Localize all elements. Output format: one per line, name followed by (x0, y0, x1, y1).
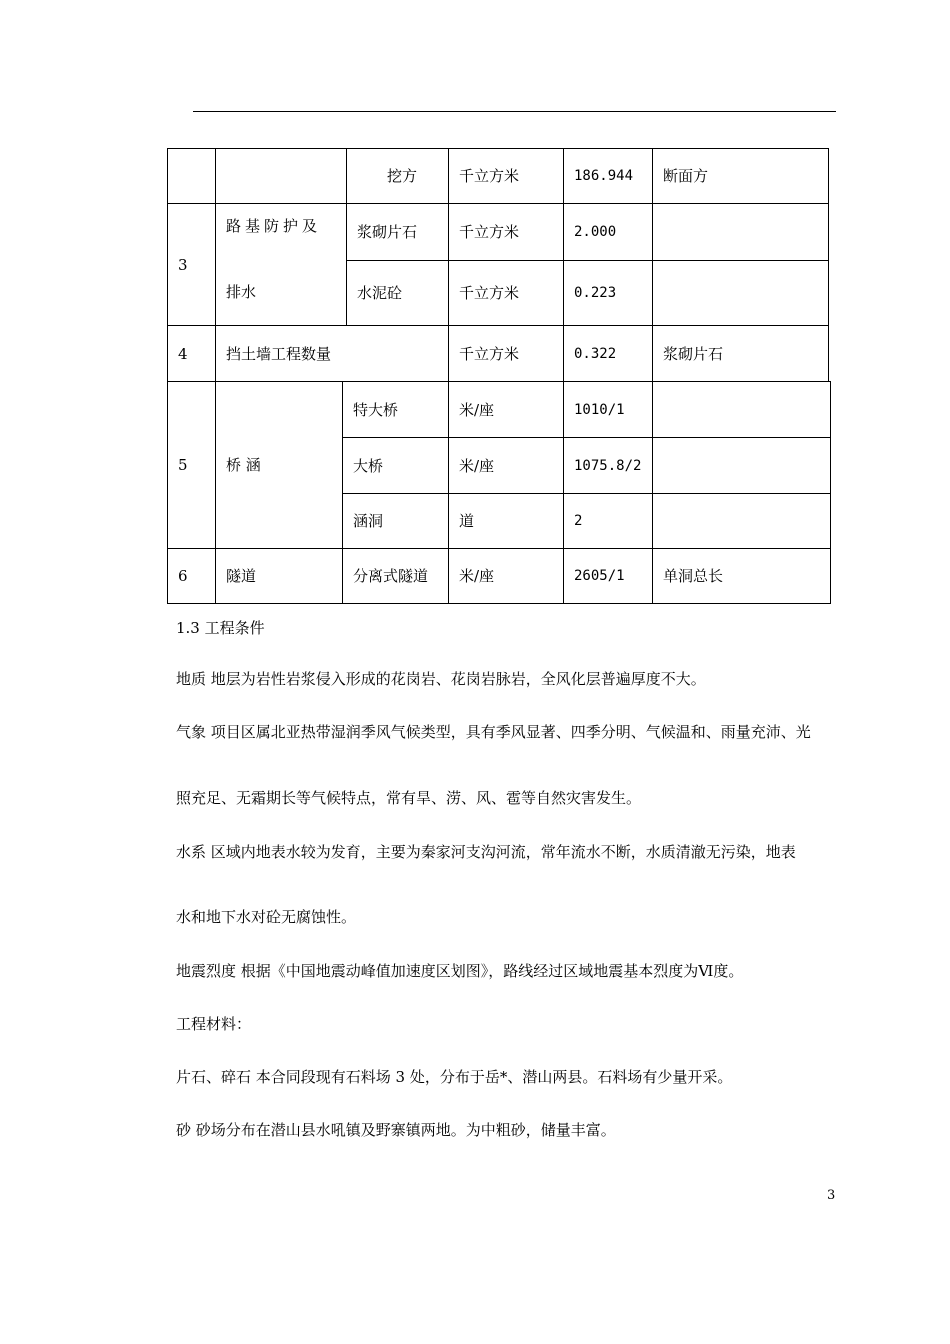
table-cell: 186.944 (563, 148, 653, 204)
table-cell: 1010/1 (563, 381, 653, 438)
seismic-paragraph: 地震烈度 根据《中国地震动峰值加速度区划图》，路线经过区域地震基本烈度为Ⅵ度。 (176, 962, 744, 980)
table-cell: 千立方米 (448, 325, 564, 382)
table-cell: 4 (167, 325, 216, 382)
table-cell (215, 148, 347, 204)
table-cell: 2 (563, 493, 653, 549)
table-cell: 挡土墙工程数量 (215, 325, 449, 382)
table-cell: 5 (167, 381, 216, 549)
table-cell: 米/座 (448, 548, 564, 604)
table-cell: 2.000 (563, 203, 653, 261)
table-cell: 涵洞 (342, 493, 449, 549)
table-cell: 桥 涵 (215, 381, 343, 549)
table-cell: 分离式隧道 (342, 548, 449, 604)
climate-paragraph-line1: 气象 项目区属北亚热带湿润季风气候类型，具有季风显著、四季分明、气候温和、雨量充沛、光 (176, 723, 811, 741)
table-cell: 浆砌片石 (652, 325, 829, 382)
table-cell (652, 260, 829, 326)
sand-paragraph: 砂 砂场分布在潜山县水吼镇及野寨镇两地。为中粗砂，储量丰富。 (176, 1121, 616, 1139)
table-cell: 路基防护及 排水 (215, 203, 347, 326)
table-cell: 大桥 (342, 437, 449, 494)
table-cell: 2605/1 (563, 548, 653, 604)
table-cell: 米/座 (448, 381, 564, 438)
table-cell: 千立方米 (448, 203, 564, 261)
table-cell (652, 203, 829, 261)
geology-paragraph: 地质 地层为岩性岩浆侵入形成的花岗岩、花岗岩脉岩，全风化层普遍厚度不大。 (176, 670, 706, 688)
table-cell: 水泥砼 (346, 260, 449, 326)
table-cell: 隧道 (215, 548, 343, 604)
table-cell: 3 (167, 203, 216, 326)
table-cell: 0.322 (563, 325, 653, 382)
table-cell: 6 (167, 548, 216, 604)
water-paragraph-line2: 水和地下水对砼无腐蚀性。 (176, 908, 357, 926)
table-cell (167, 148, 216, 204)
materials-heading: 工程材料： (176, 1015, 252, 1033)
table-cell (652, 381, 831, 438)
table-cell (652, 493, 831, 549)
table-cell: 1075.8/2 (563, 437, 653, 494)
table-cell (346, 148, 449, 204)
page-number: 3 (827, 1188, 836, 1203)
table-cell: 特大桥 (342, 381, 449, 438)
item-excavation: 挖方 (387, 167, 418, 185)
header-rule (193, 111, 836, 112)
table-cell (652, 437, 831, 494)
table-cell: 断面方 (652, 148, 829, 204)
water-paragraph-line1: 水系 区域内地表水较为发育，主要为秦家河支沟河流，常年流水不断，水质清澈无污染，地表 (176, 843, 796, 861)
climate-paragraph-line2: 照充足、无霜期长等气候特点，常有旱、涝、风、雹等自然灾害发生。 (176, 789, 642, 807)
stone-paragraph: 片石、碎石 本合同段现有石料场 3 处，分布于岳*、潜山两县。石料场有少量开采。 (176, 1068, 733, 1086)
table-cell: 单洞总长 (652, 548, 831, 604)
table-cell: 0.223 (563, 260, 653, 326)
table-cell: 道 (448, 493, 564, 549)
table-cell: 浆砌片石 (346, 203, 449, 261)
section-heading: 1.3 工程条件 (176, 619, 265, 637)
table-cell: 千立方米 (448, 260, 564, 326)
table-cell: 米/座 (448, 437, 564, 494)
table-cell: 千立方米 (448, 148, 564, 204)
